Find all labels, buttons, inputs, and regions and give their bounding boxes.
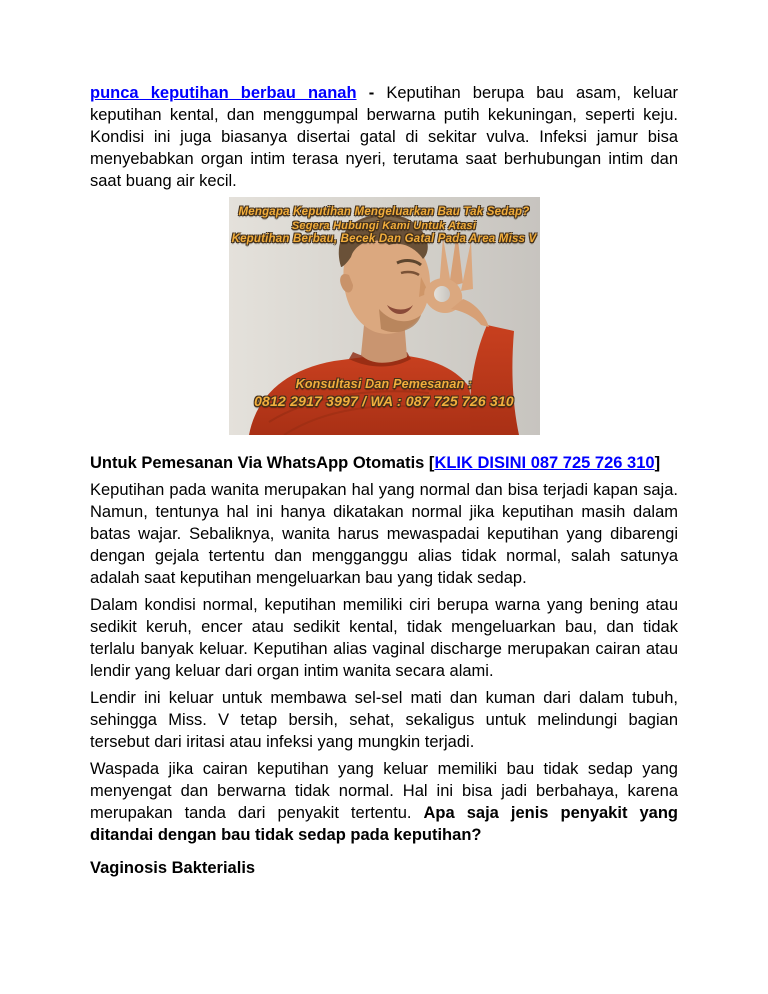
body-paragraph: Keputihan pada wanita merupakan hal yang normal dan bisa terjadi kapan saja. Namun, tentunya hal ini hanya dikatakan normal jika keputihan masih dalam batas wajar. Sebaliknya, wanita harus mewaspadai keputihan yang dibarengi dengan gejala tertentu dan mengganggu alias tidak normal, salah satunya adalah saat keputihan mengeluarkan bau yang tidak sedap.: [90, 481, 678, 587]
body-paragraph: Dalam kondisi normal, keputihan memiliki ciri berupa warna yang bening atau sedikit keruh, encer atau sedikit kental, tidak mengeluarkan bau, dan tidak terlalu banyak keluar. Keputihan alias vaginal discharge merupakan cairan atau lendir yang keluar dari organ intim wanita secara alami.: [90, 596, 678, 680]
intro-hyperlink[interactable]: punca keputihan berbau nanah: [90, 84, 357, 102]
body-paragraph: Lendir ini keluar untuk membawa sel-sel mati dan kuman dari dalam tubuh, sehingga Miss. V tetap bersih, sehat, sekaligus untuk melindungi bagian tersebut dari iritasi atau infeksi yang mungkin terjadi.: [90, 689, 678, 751]
intro-text: Keputihan berupa bau asam, keluar keputihan kental, dan menggumpal berwarna putih kekuningan, seperti keju. Kondisi ini juga biasanya disertai gatal di sekitar vulva. Infeksi jamur bisa menyebabkan organ intim terasa nyeri, terutama saat berhubungan intim dan saat buang air kecil.: [90, 84, 678, 190]
section-heading: Vaginosis Bakterialis: [90, 859, 256, 877]
intro-paragraph: [90, 82, 678, 192]
promo-contact-numbers: 0812 2917 3997 / WA : 087 725 726 310: [254, 393, 514, 409]
closing-paragraph: [90, 758, 678, 846]
promo-headline-line2: Segera Hubungi Kami Untuk Atasi: [291, 220, 477, 232]
promo-contact-label: Konsultasi Dan Pemesanan :: [295, 377, 473, 391]
closing-bold-question: Apa saja jenis penyakit yang ditandai dengan bau tidak sedap pada keputihan?: [90, 804, 678, 844]
order-prefix: Untuk Pemesanan Via WhatsApp Otomatis [: [90, 454, 435, 472]
promo-headline-line3: Keputihan Berbau, Becek Dan Gatal Pada Area Miss V: [231, 233, 537, 245]
order-suffix: ]: [654, 454, 661, 472]
closing-text: Waspada jika cairan keputihan yang keluar memiliki bau tidak sedap yang menyengat dan berwarna tidak normal. Hal ini bisa jadi berbahaya, karena merupakan tanda dari penyakit tertentu.: [90, 760, 678, 822]
whatsapp-order-line: [90, 452, 678, 474]
promo-headline-line1: Mengapa Keputihan Mengeluarkan Bau Tak Sedap?: [238, 206, 530, 218]
whatsapp-order-hyperlink[interactable]: KLIK DISINI 087 725 726 310: [434, 454, 655, 472]
intro-separator: -: [356, 84, 387, 102]
promo-image: [229, 197, 540, 435]
